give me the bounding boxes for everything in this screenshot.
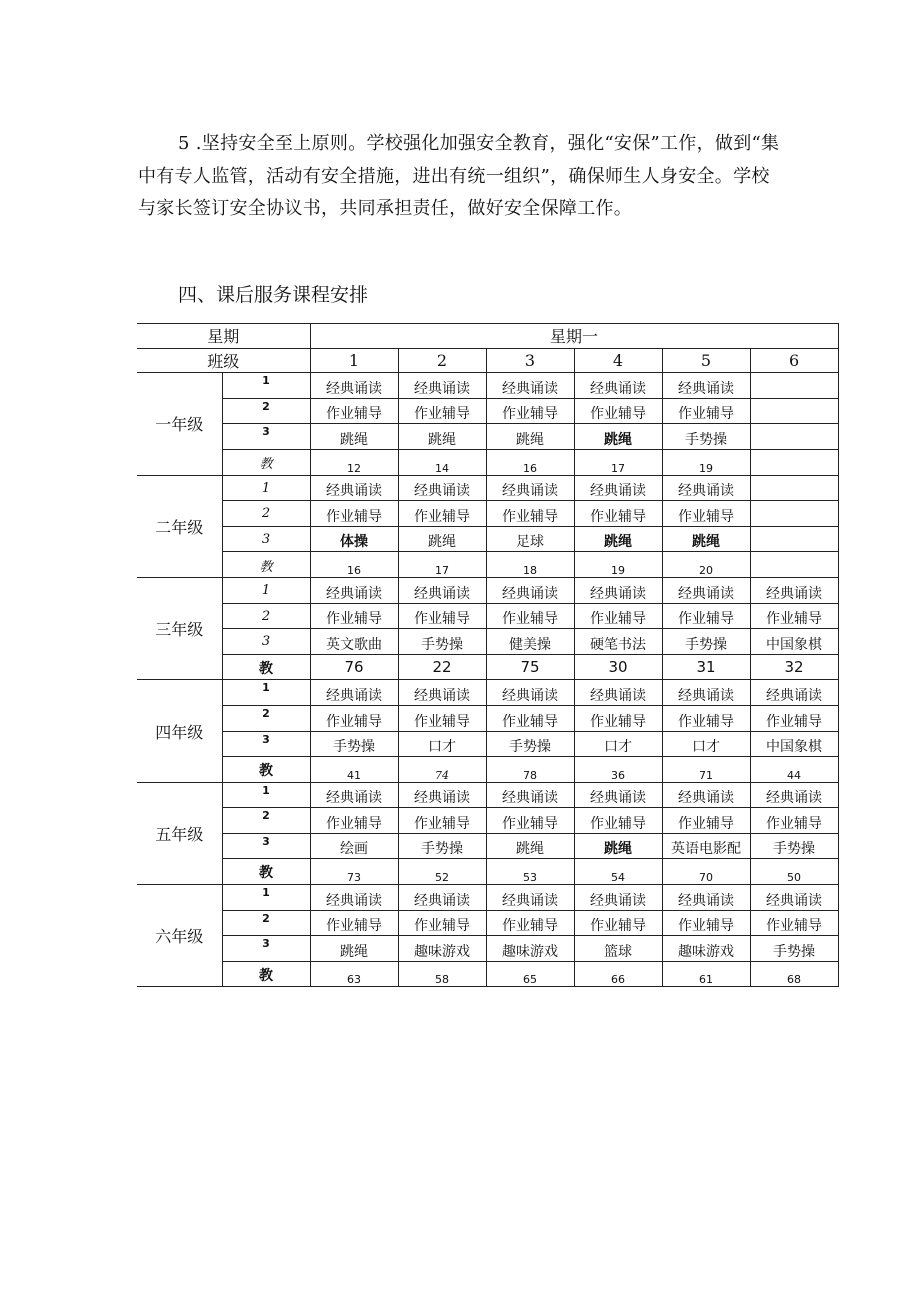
grade-label: 二年级 <box>137 475 222 577</box>
course-cell: 经典诵读 <box>662 680 750 706</box>
course-cell: 作业辅导 <box>310 705 398 731</box>
course-cell: 经典诵读 <box>574 373 662 399</box>
count-cell: 78 <box>486 757 574 783</box>
row-index: 2 <box>222 398 310 424</box>
table-row <box>137 526 838 552</box>
count-cell: 75 <box>486 654 574 680</box>
row-index: 教 <box>222 757 310 783</box>
course-cell: 作业辅导 <box>750 603 838 629</box>
course-cell: 口才 <box>398 731 486 757</box>
grade-label: 四年级 <box>137 680 222 782</box>
row-index: 3 <box>222 526 310 552</box>
course-cell: 经典诵读 <box>574 577 662 603</box>
course-cell <box>750 475 838 501</box>
course-cell: 作业辅导 <box>662 398 750 424</box>
count-cell <box>750 449 838 475</box>
course-cell: 手势操 <box>750 936 838 962</box>
table-row <box>137 782 838 808</box>
course-cell: 经典诵读 <box>486 885 574 911</box>
course-cell: 作业辅导 <box>574 398 662 424</box>
course-cell: 经典诵读 <box>398 373 486 399</box>
count-cell: 31 <box>662 654 750 680</box>
course-cell: 口才 <box>662 731 750 757</box>
course-cell: 经典诵读 <box>486 475 574 501</box>
course-cell: 经典诵读 <box>398 885 486 911</box>
class-number: 3 <box>486 348 574 373</box>
course-cell <box>750 526 838 552</box>
table-row <box>137 731 838 757</box>
row-index: 1 <box>222 577 310 603</box>
course-cell: 手势操 <box>750 833 838 859</box>
course-cell: 作业辅导 <box>662 603 750 629</box>
course-cell: 跳绳 <box>486 424 574 450</box>
course-cell: 经典诵读 <box>486 577 574 603</box>
course-cell: 跳绳 <box>662 526 750 552</box>
course-cell: 跳绳 <box>310 424 398 450</box>
count-cell: 58 <box>398 961 486 987</box>
section-heading: 四、课后服务课程安排 <box>178 284 369 306</box>
count-cell: 19 <box>574 552 662 578</box>
row-index: 1 <box>222 680 310 706</box>
count-cell: 61 <box>662 961 750 987</box>
paragraph-line: 5 .坚持安全至上原则。学校强化加强安全教育，强化“安保”工作，做到“集 <box>178 133 780 154</box>
count-cell: 36 <box>574 757 662 783</box>
course-cell: 经典诵读 <box>398 782 486 808</box>
weekday-label: 星期 <box>137 324 310 349</box>
course-cell: 跳绳 <box>486 833 574 859</box>
course-cell: 趣味游戏 <box>398 936 486 962</box>
course-cell: 健美操 <box>486 629 574 655</box>
table-row <box>137 577 838 603</box>
row-index: 3 <box>222 731 310 757</box>
table-row <box>137 449 838 475</box>
table-row <box>137 757 838 783</box>
course-cell: 作业辅导 <box>310 808 398 834</box>
course-cell: 作业辅导 <box>750 910 838 936</box>
count-cell: 71 <box>662 757 750 783</box>
course-cell: 经典诵读 <box>662 475 750 501</box>
course-cell: 经典诵读 <box>574 680 662 706</box>
course-cell: 经典诵读 <box>398 680 486 706</box>
course-cell: 英文歌曲 <box>310 629 398 655</box>
count-cell: 65 <box>486 961 574 987</box>
grade-label: 三年级 <box>137 577 222 679</box>
course-cell: 作业辅导 <box>398 501 486 527</box>
course-cell: 作业辅导 <box>574 808 662 834</box>
course-cell: 经典诵读 <box>310 782 398 808</box>
course-cell: 作业辅导 <box>398 705 486 731</box>
course-cell: 经典诵读 <box>310 680 398 706</box>
table-row <box>137 373 838 399</box>
row-index: 2 <box>222 501 310 527</box>
course-cell: 作业辅导 <box>486 808 574 834</box>
table-row <box>137 936 838 962</box>
course-cell: 作业辅导 <box>398 603 486 629</box>
course-cell: 作业辅导 <box>486 501 574 527</box>
course-cell: 体操 <box>310 526 398 552</box>
course-cell: 经典诵读 <box>750 782 838 808</box>
course-cell: 经典诵读 <box>310 577 398 603</box>
grade-label: 六年级 <box>137 885 222 987</box>
table-row <box>137 603 838 629</box>
course-cell: 作业辅导 <box>662 705 750 731</box>
class-number: 2 <box>398 348 486 373</box>
row-index: 2 <box>222 910 310 936</box>
course-cell: 经典诵读 <box>662 577 750 603</box>
course-cell: 手势操 <box>310 731 398 757</box>
table-row <box>137 961 838 987</box>
course-cell: 趣味游戏 <box>486 936 574 962</box>
course-cell: 作业辅导 <box>486 603 574 629</box>
course-cell: 经典诵读 <box>750 885 838 911</box>
count-cell: 20 <box>662 552 750 578</box>
course-cell: 作业辅导 <box>398 398 486 424</box>
count-cell: 14 <box>398 449 486 475</box>
course-cell: 作业辅导 <box>310 603 398 629</box>
course-cell: 绘画 <box>310 833 398 859</box>
course-cell <box>750 501 838 527</box>
count-cell: 12 <box>310 449 398 475</box>
count-cell: 18 <box>486 552 574 578</box>
table-row <box>137 475 838 501</box>
table-row <box>137 501 838 527</box>
count-cell: 63 <box>310 961 398 987</box>
count-cell: 41 <box>310 757 398 783</box>
course-cell: 跳绳 <box>574 424 662 450</box>
course-cell: 经典诵读 <box>398 475 486 501</box>
course-cell: 经典诵读 <box>574 885 662 911</box>
course-cell: 跳绳 <box>398 424 486 450</box>
course-cell: 经典诵读 <box>486 373 574 399</box>
weekday-value: 星期一 <box>310 324 838 349</box>
count-cell: 50 <box>750 859 838 885</box>
course-cell <box>750 424 838 450</box>
course-cell: 作业辅导 <box>662 808 750 834</box>
count-cell: 17 <box>574 449 662 475</box>
row-index: 3 <box>222 936 310 962</box>
count-cell: 16 <box>486 449 574 475</box>
course-cell: 跳绳 <box>574 833 662 859</box>
course-cell: 跳绳 <box>398 526 486 552</box>
course-cell: 中国象棋 <box>750 731 838 757</box>
count-cell: 19 <box>662 449 750 475</box>
row-index: 3 <box>222 424 310 450</box>
row-index: 2 <box>222 808 310 834</box>
course-cell <box>750 373 838 399</box>
count-cell: 22 <box>398 654 486 680</box>
count-cell: 70 <box>662 859 750 885</box>
count-cell: 52 <box>398 859 486 885</box>
row-index: 2 <box>222 705 310 731</box>
course-cell: 作业辅导 <box>662 501 750 527</box>
row-index: 3 <box>222 629 310 655</box>
class-number: 4 <box>574 348 662 373</box>
course-cell: 经典诵读 <box>310 475 398 501</box>
course-cell: 作业辅导 <box>310 910 398 936</box>
table-row <box>137 910 838 936</box>
course-cell: 足球 <box>486 526 574 552</box>
count-cell <box>750 552 838 578</box>
count-cell: 76 <box>310 654 398 680</box>
count-cell: 66 <box>574 961 662 987</box>
row-index: 教 <box>222 552 310 578</box>
paragraph-line: 与家长签订安全协议书，共同承担责任，做好安全保障工作。 <box>138 198 633 219</box>
row-index: 1 <box>222 885 310 911</box>
row-index: 教 <box>222 654 310 680</box>
course-cell: 手势操 <box>398 833 486 859</box>
table-row <box>137 885 838 911</box>
row-index: 3 <box>222 833 310 859</box>
class-label: 班级 <box>137 348 310 373</box>
row-index: 1 <box>222 373 310 399</box>
course-cell: 经典诵读 <box>750 577 838 603</box>
course-cell: 经典诵读 <box>662 782 750 808</box>
paragraph-line: 中有专人监管，活动有安全措施，进出有统一组织”，确保师生人身安全。学校 <box>138 165 770 187</box>
course-cell: 经典诵读 <box>398 577 486 603</box>
table-row <box>137 424 838 450</box>
course-cell: 经典诵读 <box>662 885 750 911</box>
course-cell: 作业辅导 <box>486 910 574 936</box>
course-cell: 作业辅导 <box>574 705 662 731</box>
course-cell: 作业辅导 <box>486 398 574 424</box>
count-cell: 74 <box>398 757 486 783</box>
course-cell: 作业辅导 <box>574 910 662 936</box>
course-cell: 作业辅导 <box>310 398 398 424</box>
row-index: 教 <box>222 859 310 885</box>
course-cell: 作业辅导 <box>398 808 486 834</box>
table-row <box>137 833 838 859</box>
table-row <box>137 859 838 885</box>
course-cell: 经典诵读 <box>662 373 750 399</box>
course-cell: 作业辅导 <box>574 603 662 629</box>
table-row <box>137 705 838 731</box>
count-cell: 68 <box>750 961 838 987</box>
course-cell: 趣味游戏 <box>662 936 750 962</box>
course-cell: 经典诵读 <box>486 680 574 706</box>
row-index: 1 <box>222 475 310 501</box>
class-number: 1 <box>310 348 398 373</box>
class-number: 6 <box>750 348 838 373</box>
course-cell: 作业辅导 <box>310 501 398 527</box>
course-cell: 手势操 <box>662 424 750 450</box>
count-cell: 16 <box>310 552 398 578</box>
course-cell: 跳绳 <box>310 936 398 962</box>
course-cell: 作业辅导 <box>750 705 838 731</box>
course-cell <box>750 398 838 424</box>
row-index: 2 <box>222 603 310 629</box>
course-cell: 篮球 <box>574 936 662 962</box>
course-cell: 经典诵读 <box>574 782 662 808</box>
table-row <box>137 552 838 578</box>
count-cell: 30 <box>574 654 662 680</box>
grade-label: 五年级 <box>137 782 222 884</box>
course-cell: 口才 <box>574 731 662 757</box>
course-cell: 手势操 <box>486 731 574 757</box>
safety-paragraph <box>138 128 840 226</box>
course-cell: 经典诵读 <box>574 475 662 501</box>
count-cell: 44 <box>750 757 838 783</box>
weekday-row <box>137 324 838 349</box>
table-row <box>137 629 838 655</box>
row-index: 1 <box>222 782 310 808</box>
course-cell: 作业辅导 <box>398 910 486 936</box>
course-cell: 作业辅导 <box>574 501 662 527</box>
table-row <box>137 398 838 424</box>
schedule-table <box>137 323 839 987</box>
course-cell: 手势操 <box>398 629 486 655</box>
course-cell: 经典诵读 <box>310 885 398 911</box>
grade-label: 一年级 <box>137 373 222 475</box>
class-number: 5 <box>662 348 750 373</box>
table-row <box>137 808 838 834</box>
course-cell: 经典诵读 <box>750 680 838 706</box>
table-row <box>137 680 838 706</box>
course-cell: 经典诵读 <box>310 373 398 399</box>
row-index: 教 <box>222 449 310 475</box>
count-cell: 73 <box>310 859 398 885</box>
course-cell: 作业辅导 <box>486 705 574 731</box>
course-cell: 作业辅导 <box>750 808 838 834</box>
course-cell: 作业辅导 <box>662 910 750 936</box>
course-cell: 经典诵读 <box>486 782 574 808</box>
course-cell: 跳绳 <box>574 526 662 552</box>
count-cell: 32 <box>750 654 838 680</box>
course-cell: 手势操 <box>662 629 750 655</box>
class-row <box>137 348 838 373</box>
count-cell: 54 <box>574 859 662 885</box>
course-cell: 中国象棋 <box>750 629 838 655</box>
row-index: 教 <box>222 961 310 987</box>
count-cell: 17 <box>398 552 486 578</box>
count-cell: 53 <box>486 859 574 885</box>
course-cell: 硬笔书法 <box>574 629 662 655</box>
course-cell: 英语电影配 <box>662 833 750 859</box>
table-row <box>137 654 838 680</box>
